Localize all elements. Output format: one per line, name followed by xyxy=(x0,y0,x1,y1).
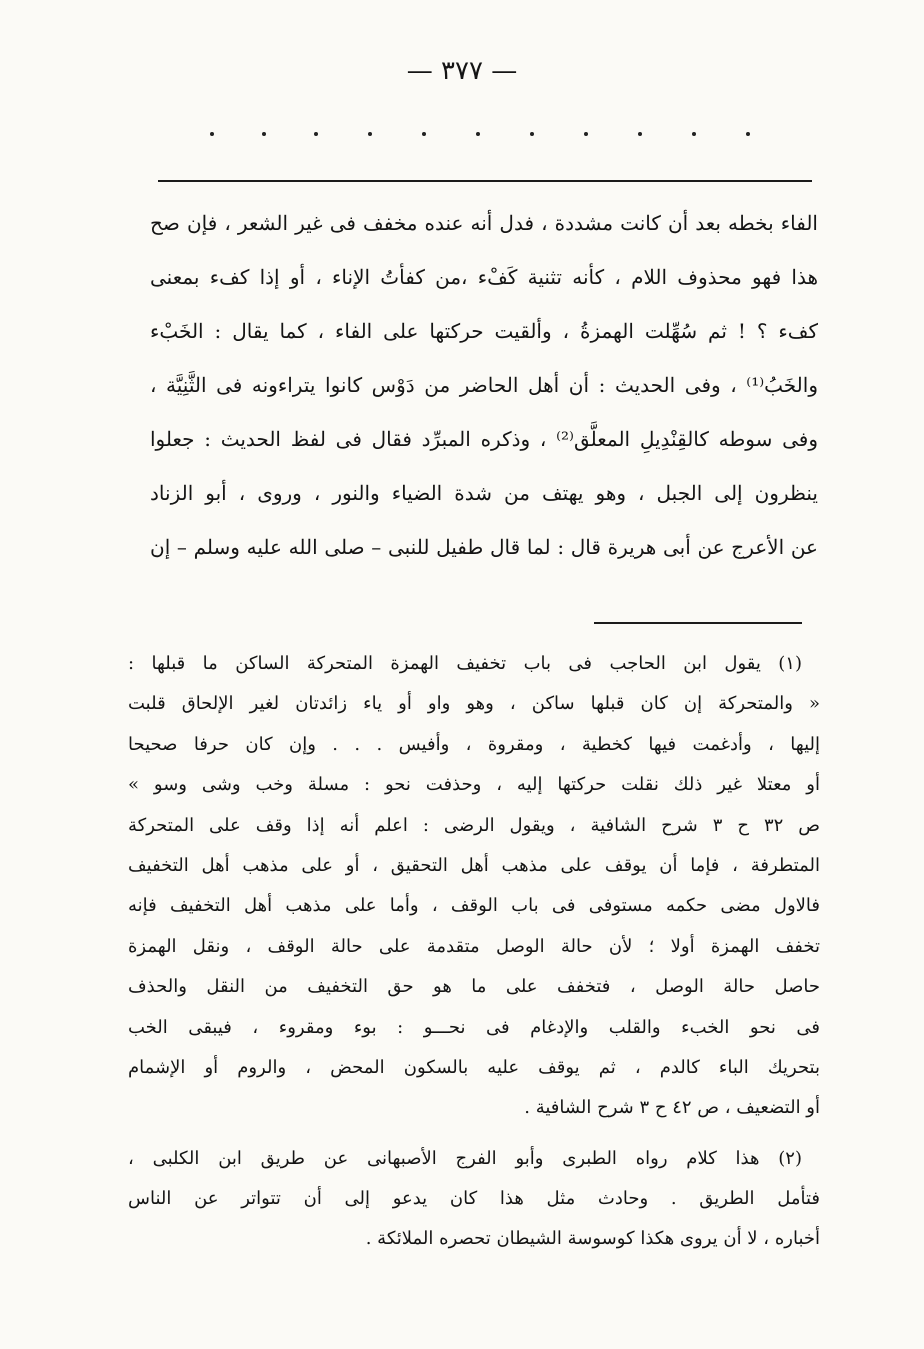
footnote-line: إليها ، وأدغمت فيها كخطية ، ومقروة ، وأفيس . . . وإن كان حرفا صحيحا xyxy=(128,733,820,755)
footnote-line: أو معتلا غير ذلك نقلت حركتها إليه ، وحذفت نحو : مسلة وخب وشى وسو » xyxy=(128,774,820,796)
ornament-dot xyxy=(692,132,696,136)
footnote-line: فتأمل الطريق . وحادث مثل هذا كان يدعو إلى أن تتواتر عن الناس xyxy=(128,1188,820,1210)
footnote-2 xyxy=(128,1139,820,1260)
main-text-line: كفء ؟ ! ثم سُهِّلت الهمزةُ ، وألقيت حركتها على الفاء ، كما يقال : الخَبْء xyxy=(150,319,818,343)
ornament-dot xyxy=(422,132,426,136)
main-text-line: ينظرون إلى الجبل ، وهو يهتف من شدة الضياء والنور ، وروى ، أبو الزناد xyxy=(150,481,818,505)
footnote-line: تخفف الهمزة أولا ؛ لأن حالة الوصل متقدمة على حالة الوقف ، ونقل الهمزة xyxy=(128,935,820,957)
ornament-dot xyxy=(368,132,372,136)
page-number: — ٣٧٧ — xyxy=(406,56,518,86)
ornament-dot xyxy=(530,132,534,136)
footnote-line: فالاول مضى حكمه مستوفى فى باب الوقف ، وأما على مذهب أهل التخفيف فإنه xyxy=(128,895,820,917)
main-text-line: عن الأعرج عن أبى هريرة قال : لما قال طفيل للنبى – صلى الله عليه وسلم – إن xyxy=(150,535,818,559)
main-text-line: والخَبُ⁽¹⁾ ، وفى الحديث : أن أهل الحاضر من دَوْس كانوا يتراءونه فى الثَّنِيَّة ، xyxy=(150,373,818,397)
footnote-line: (١) يقول ابن الحاجب فى باب تخفيف الهمزة المتحركة الساكن ما قبلها : xyxy=(128,653,802,674)
main-text-line: وفى سوطه كالقِنْدِيلِ المعلَّق⁽²⁾ ، وذكره المبرِّد فقال فى لفظ الحديث : جعلوا xyxy=(150,427,818,451)
footnote-line: « والمتحركة إن كان قبلها ساكن ، وهو واو أو ياء زائدتان لغير الإلحاق قلبت xyxy=(128,693,820,715)
ornament-dot xyxy=(210,132,214,136)
ornament-dots xyxy=(200,126,800,142)
footnote-line: بتحريك الباء كالدم ، ثم يوقف عليه بالسكون المحض ، والروم أو الإشمام xyxy=(128,1056,820,1078)
footnote-line: أو التضعيف ، ص ٤٢ ح ٣ شرح الشافية . xyxy=(524,1097,820,1119)
footnote-1 xyxy=(128,644,820,1129)
footnote-gap xyxy=(128,1129,820,1139)
footnote-line: حاصل حالة الوصل ، فتخفف على ما هو حق التخفيف من النقل والحذف xyxy=(128,976,820,998)
ornament-dot xyxy=(314,132,318,136)
ornament-dot xyxy=(476,132,480,136)
footnote-separator xyxy=(594,622,802,624)
ornament-dot xyxy=(746,132,750,136)
main-text xyxy=(150,196,818,574)
footnote-line: المتطرفة ، فإما أن يوقف على مذهب أهل التحقيق ، أو على مذهب أهل التخفيف xyxy=(128,854,820,876)
main-text-line: هذا فهو محذوف اللام ، كأنه تثنية كَفْء ،من كفأتُ الإناء ، أو إذا كفء بمعنى xyxy=(150,265,818,289)
footnote-line: (٢) هذا كلام رواه الطبرى وأبو الفرج الأصبهانى عن طريق ابن الكلبى ، xyxy=(128,1147,802,1169)
footnote-line: أخباره ، لا أن يروى هكذا كوسوسة الشيطان تحصره الملائكة . xyxy=(365,1228,820,1250)
header-rule xyxy=(158,180,812,182)
main-text-line: الفاء بخطه بعد أن كانت مشددة ، فدل أنه عنده مخفف فى غير الشعر ، فإن صح xyxy=(150,211,818,235)
ornament-dot xyxy=(584,132,588,136)
ornament-dot xyxy=(638,132,642,136)
ornament-dot xyxy=(262,132,266,136)
footnote-line: ص ٣٢ ح ٣ شرح الشافية ، ويقول الرضى : اعلم أنه إذا وقف على المتحركة xyxy=(128,814,820,836)
footnote-line: فى نحو الخبء والقلب والإدغام فى نحـــو : بوء ومقروء ، فيبقى الخب xyxy=(128,1016,820,1038)
footnotes xyxy=(128,644,820,1260)
